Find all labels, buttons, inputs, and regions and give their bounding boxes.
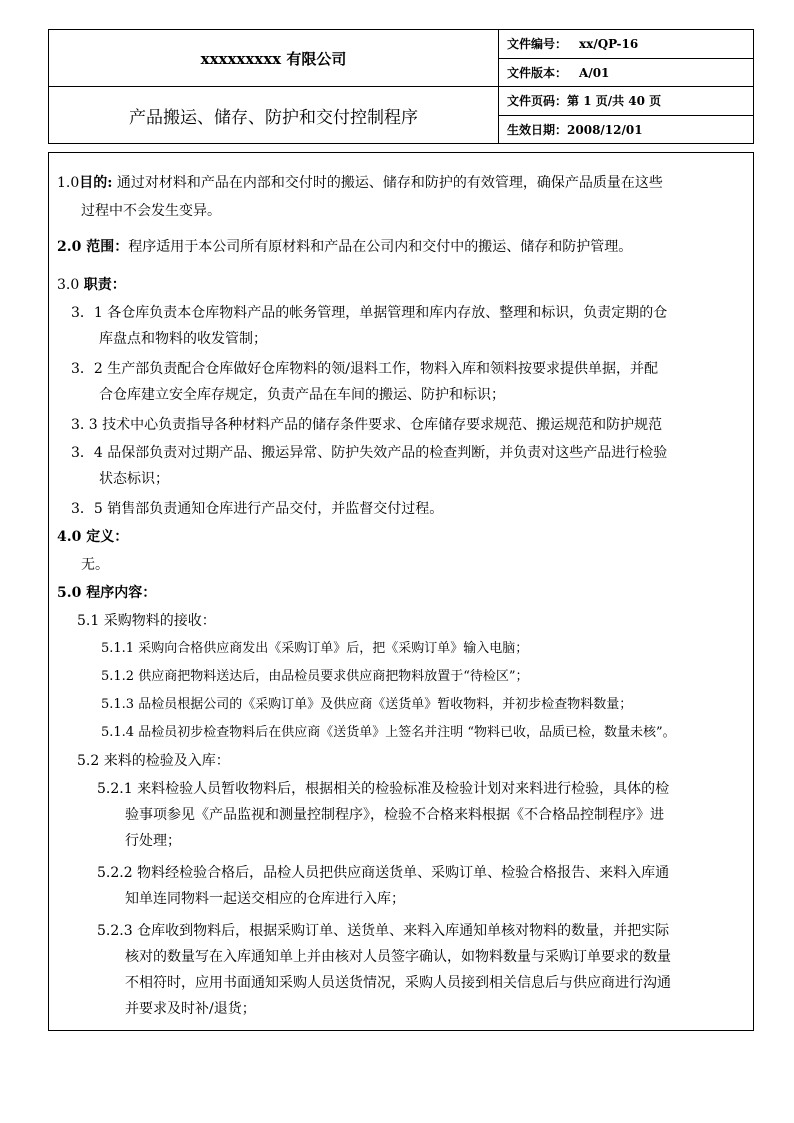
section-scope: 2.0 范围：程序适用于本公司所有原材料和产品在公司内和交付中的搬运、储存和防护管理。: [57, 239, 633, 255]
resp-3-4-cont: 状态标识；: [99, 471, 169, 487]
company-name: xxxxxxxxx 有限公司: [49, 30, 499, 87]
effective-date-cell: 生效日期：2008/12/01: [499, 115, 754, 144]
proc-5-2-1-cont1: 验事项参见《产品监视和测量控制程序》，检验不合格来料根据《不合格品控制程序》进: [125, 807, 664, 823]
section-responsibility: 3.0 职责：: [57, 277, 126, 293]
document-header-table: [48, 29, 754, 144]
resp-3-4: 3．4 品保部负责对过期产品、搬运异常、防护失效产品的检查判断，并负责对这些产品进行检验: [71, 445, 668, 461]
proc-5-2-3: 5.2.3 仓库收到物料后，根据采购订单、送货单、来料入库通知单核对物料的数量，并把实际: [97, 923, 670, 939]
proc-5-1-4: 5.1.4 品检员初步检查物料后在供应商《送货单》上签名并注明 “物料已收，品质已检，数量未核”。: [101, 725, 676, 740]
doc-number-cell: 文件编号： xx/QP-16: [499, 30, 754, 59]
resp-3-2-cont: 合仓库建立安全库存规定，负责产品在车间的搬运、防护和标识；: [99, 387, 505, 403]
doc-number: xx/QP-16: [579, 37, 639, 52]
proc-5-2-2-cont: 知单连同物料一起送交相应的仓库进行入库；: [125, 891, 405, 907]
section-purpose: 1.0目的: 通过对材料和产品在内部和交付时的搬运、储存和防护的有效管理，确保产品质量在这些: [57, 175, 663, 191]
proc-5-2-3-cont3: 并要求及时补/退货；: [125, 1001, 256, 1017]
section-purpose-cont: 过程中不会发生变异。: [81, 203, 221, 219]
proc-5-2-3-cont2: 不相符时，应用书面通知采购人员送货情况，采购人员接到相关信息后与供应商进行沟通: [125, 975, 671, 991]
resp-3-1-cont: 库盘点和物料的收发管制；: [99, 331, 267, 347]
proc-5-2: 5.2 来料的检验及入库：: [77, 753, 230, 769]
page-number: 第 1 页/共 40 页: [567, 94, 662, 109]
proc-5-2-1-cont2: 行处理；: [125, 833, 181, 849]
doc-version-cell: 文件版本： A/01: [499, 58, 754, 87]
section-procedure: 5.0 程序内容：: [57, 585, 157, 601]
proc-5-2-2: 5.2.2 物料经检验合格后，品检人员把供应商送货单、采购订单、检验合格报告、来料入库通: [97, 865, 670, 881]
document-title: 产品搬运、储存、防护和交付控制程序: [49, 87, 499, 144]
page-number-cell: 文件页码：第 1 页/共 40 页: [499, 87, 754, 116]
section-definition: 4.0 定义：: [57, 529, 129, 545]
proc-5-1-1: 5.1.1 采购向合格供应商发出《采购订单》后，把《采购订单》输入电脑；: [101, 641, 529, 656]
resp-3-1: 3．1 各仓库负责本仓库物料产品的帐务管理，单据管理和库内存放、整理和标识，负责定期的仓: [71, 305, 668, 321]
proc-5-1: 5.1 采购物料的接收：: [77, 613, 216, 629]
proc-5-1-2: 5.1.2 供应商把物料送达后，由品检员要求供应商把物料放置于“待检区”；: [101, 669, 529, 684]
resp-3-2: 3．2 生产部负责配合仓库做好仓库物料的领/退料工作，物料入库和领料按要求提供单据，并配: [71, 361, 658, 377]
document-body: [48, 152, 754, 1031]
doc-version: A/01: [579, 65, 610, 80]
effective-date: 2008/12/01: [567, 122, 643, 137]
definition-text: 无。: [81, 557, 109, 573]
proc-5-2-1: 5.2.1 来料检验人员暂收物料后，根据相关的检验标准及检验计划对来料进行检验，具体的检: [97, 781, 670, 797]
resp-3-5: 3．5 销售部负责通知仓库进行产品交付，并监督交付过程。: [71, 501, 444, 517]
proc-5-1-3: 5.1.3 品检员根据公司的《采购订单》及供应商《送货单》暂收物料，并初步检查物料数量；: [101, 697, 633, 712]
proc-5-2-3-cont1: 核对的数量写在入库通知单上并由核对人员签字确认，如物料数量与采购订单要求的数量: [125, 949, 671, 965]
resp-3-3: 3. 3 技术中心负责指导各种材料产品的储存条件要求、仓库储存要求规范、搬运规范和防护规范: [71, 417, 663, 433]
